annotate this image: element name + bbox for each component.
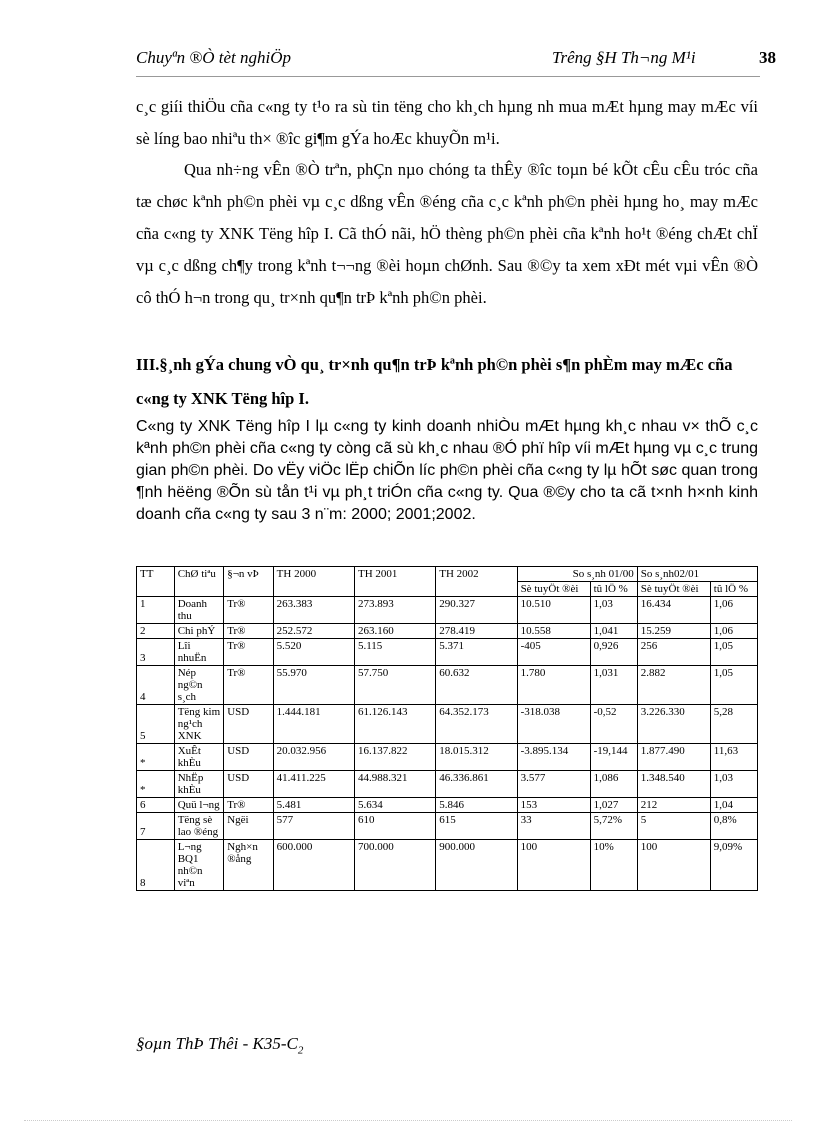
table-row bbox=[137, 624, 758, 639]
table-cell-c: 290.327 bbox=[436, 597, 517, 624]
table-cell-b: 5.634 bbox=[354, 798, 435, 813]
table-cell-b: 610 bbox=[354, 813, 435, 840]
table-cell-e: 1,031 bbox=[590, 666, 637, 705]
table-cell-f: 212 bbox=[637, 798, 710, 813]
table-cell-tt: 7 bbox=[137, 813, 175, 840]
table-cell-a: 577 bbox=[273, 813, 354, 840]
table-cell-a: 20.032.956 bbox=[273, 744, 354, 771]
table-cell-g: 11,63 bbox=[710, 744, 757, 771]
table-cell-a: 263.383 bbox=[273, 597, 354, 624]
table-cell-d: -3.895.134 bbox=[517, 744, 590, 771]
table-cell-e: 5,72% bbox=[590, 813, 637, 840]
table-row bbox=[137, 840, 758, 891]
paragraph-1: c¸c giíi thiÖu cña c«ng ty t¹o ra sù tin tëng cho kh¸ch hµng nh mua mÆt hµng may mÆc víi sè líng bao nhiªu th× ®îc gi¶m gÝa hoÆc khuyÕn m¹i. bbox=[136, 97, 758, 148]
table-cell-a: 252.572 bbox=[273, 624, 354, 639]
table-cell-tt: * bbox=[137, 744, 175, 771]
table-cell-b: 44.988.321 bbox=[354, 771, 435, 798]
table-cell-f: 3.226.330 bbox=[637, 705, 710, 744]
table-header-row bbox=[137, 567, 758, 582]
table-cell-f: 1.877.490 bbox=[637, 744, 710, 771]
table-cell-g: 5,28 bbox=[710, 705, 757, 744]
table-cell-dv: Tr® bbox=[224, 639, 273, 666]
table-row bbox=[137, 597, 758, 624]
table-cell-dv: USD bbox=[224, 744, 273, 771]
table-cell-b: 5.115 bbox=[354, 639, 435, 666]
table-cell-tt: 8 bbox=[137, 840, 175, 891]
header-cell: ChØ tiªu bbox=[174, 567, 223, 597]
table-row bbox=[137, 798, 758, 813]
header-cell: tû lÖ % bbox=[710, 582, 757, 597]
table-cell-f: 16.434 bbox=[637, 597, 710, 624]
header-cell: TH 2001 bbox=[354, 567, 435, 597]
table-row bbox=[137, 666, 758, 705]
table-cell-dv: Tr® bbox=[224, 624, 273, 639]
footer-subscript: 2 bbox=[297, 1044, 304, 1057]
table-cell-g: 1,04 bbox=[710, 798, 757, 813]
header-cell: So s¸nh 01/00 bbox=[517, 567, 637, 582]
table-cell-e: 1,027 bbox=[590, 798, 637, 813]
table-cell-ct: Lîi nhuËn bbox=[174, 639, 223, 666]
table-cell-b: 273.893 bbox=[354, 597, 435, 624]
table-cell-a: 55.970 bbox=[273, 666, 354, 705]
table-cell-e: 0,926 bbox=[590, 639, 637, 666]
table-cell-c: 46.336.861 bbox=[436, 771, 517, 798]
table-cell-dv: Tr® bbox=[224, 798, 273, 813]
table-cell-b: 16.137.822 bbox=[354, 744, 435, 771]
footer-author: §oµn ThÞ Thêi - K35-C bbox=[136, 1034, 298, 1053]
table-cell-d: 10.510 bbox=[517, 597, 590, 624]
table-row bbox=[137, 744, 758, 771]
table-cell-d: -405 bbox=[517, 639, 590, 666]
paragraph-3: C«ng ty XNK Tëng hîp I lµ c«ng ty kinh doanh nhiÒu mÆt hµng kh¸c nhau v× thÕ c¸c kªnh ph©n phèi cña c«ng ty còng cã sù kh¸c nhau ®Ó phï hîp víi mÆt hµng vµ c¸c trung gian ph©n phèi. Do vËy viÖc lËp chiÕn líc ph©n phèi cña c«ng ty lµ hÕt søc quan trong ¶nh hëëng ®Õn sù tån t¹i vµ ph¸t triÓn cña c«ng ty. Qua ®©y cho ta cã t×nh h×nh kinh doanh cña c«ng ty sau 3 n¨m: 2000; 2001;2002. bbox=[136, 418, 758, 523]
table-cell-b: 61.126.143 bbox=[354, 705, 435, 744]
table-cell-g: 9,09% bbox=[710, 840, 757, 891]
table-cell-e: 1,03 bbox=[590, 597, 637, 624]
header-cell: So s¸nh02/01 bbox=[637, 567, 757, 582]
table-cell-d: 153 bbox=[517, 798, 590, 813]
section-heading: III.§¸nh gÝa chung vÒ qu¸ tr×nh qu¶n trÞ kªnh ph©n phèi s¶n phÈm may mÆc cña c«ng ty XNK Tëng hîp I. bbox=[136, 355, 733, 408]
table-cell-tt: 4 bbox=[137, 666, 175, 705]
table-cell-c: 60.632 bbox=[436, 666, 517, 705]
table-row bbox=[137, 705, 758, 744]
table-cell-tt: 5 bbox=[137, 705, 175, 744]
header-cell: §¬n vÞ bbox=[224, 567, 273, 597]
table-cell-dv: USD bbox=[224, 705, 273, 744]
table-cell-tt: 2 bbox=[137, 624, 175, 639]
page-bottom-rule bbox=[24, 1120, 792, 1121]
table-cell-d: 3.577 bbox=[517, 771, 590, 798]
table-cell-c: 615 bbox=[436, 813, 517, 840]
table-cell-f: 2.882 bbox=[637, 666, 710, 705]
table-cell-tt: 3 bbox=[137, 639, 175, 666]
header-cell: Sè tuyÖt ®èi bbox=[637, 582, 710, 597]
table-cell-a: 5.481 bbox=[273, 798, 354, 813]
table-cell-e: 10% bbox=[590, 840, 637, 891]
table-cell-ct: L¬ng BQ1 nh©n viªn bbox=[174, 840, 223, 891]
table-row bbox=[137, 813, 758, 840]
table-cell-ct: Tëng sè lao ®éng bbox=[174, 813, 223, 840]
table-cell-f: 100 bbox=[637, 840, 710, 891]
table-cell-ct: Doanh thu bbox=[174, 597, 223, 624]
table-cell-g: 1,05 bbox=[710, 666, 757, 705]
paragraph-2: Qua nh÷ng vÊn ®Ò trªn, phÇn nµo chóng ta thÊy ®îc toµn bé kÕt cÊu cÊu tróc cña tæ chøc kªnh ph©n phèi vµ c¸c dßng vÊn ®éng cña c¸c kªnh ph©n phèi hµng ho¸ may mÆc cña c«ng ty XNK Tëng hîp I. Cã thÓ nãi, hÖ thèng ph©n phèi cña kªnh ho¹t ®éng chÆt chÏ vµ c¸c dßng ch¶y trong kªnh t¬¬ng ®èi hoµn chØnh. Sau ®©y ta xem xÐt mét vµi vÊn ®Ò cô thÓ h¬n trong qu¸ tr×nh qu¶n trÞ kªnh ph©n phèi. bbox=[136, 160, 758, 307]
header-cell: tû lÖ % bbox=[590, 582, 637, 597]
table-cell-e: -19,144 bbox=[590, 744, 637, 771]
table-cell-tt: * bbox=[137, 771, 175, 798]
table-row bbox=[137, 639, 758, 666]
table-cell-ct: NhËp khÈu bbox=[174, 771, 223, 798]
table-cell-ct: Nép ng©n s¸ch bbox=[174, 666, 223, 705]
header-cell: Sè tuyÖt ®èi bbox=[517, 582, 590, 597]
header-title: Chuyªn ®Ò tèt nghiÖp bbox=[136, 48, 292, 67]
table-cell-c: 64.352.173 bbox=[436, 705, 517, 744]
table-cell-d: 33 bbox=[517, 813, 590, 840]
table-cell-c: 5.846 bbox=[436, 798, 517, 813]
table-cell-e: 1,086 bbox=[590, 771, 637, 798]
table-cell-b: 263.160 bbox=[354, 624, 435, 639]
page-number: 38 bbox=[759, 48, 776, 67]
table-cell-dv: Tr® bbox=[224, 597, 273, 624]
table-cell-dv: Tr® bbox=[224, 666, 273, 705]
table-cell-e: -0,52 bbox=[590, 705, 637, 744]
table-cell-ct: Tëng kim ng¹ch XNK bbox=[174, 705, 223, 744]
table-cell-c: 900.000 bbox=[436, 840, 517, 891]
table-cell-b: 57.750 bbox=[354, 666, 435, 705]
table-cell-g: 1,05 bbox=[710, 639, 757, 666]
table-cell-f: 256 bbox=[637, 639, 710, 666]
table-cell-ct: Chi phÝ bbox=[174, 624, 223, 639]
table-cell-a: 5.520 bbox=[273, 639, 354, 666]
table-cell-g: 1,03 bbox=[710, 771, 757, 798]
page-header bbox=[136, 48, 776, 72]
table-cell-dv: Ngëi bbox=[224, 813, 273, 840]
table-cell-f: 1.348.540 bbox=[637, 771, 710, 798]
table-cell-g: 1,06 bbox=[710, 597, 757, 624]
table-cell-d: 100 bbox=[517, 840, 590, 891]
table-cell-tt: 6 bbox=[137, 798, 175, 813]
business-results-table bbox=[136, 566, 758, 891]
table-cell-dv: USD bbox=[224, 771, 273, 798]
header-divider bbox=[136, 76, 760, 77]
table-cell-f: 15.259 bbox=[637, 624, 710, 639]
header-cell: TH 2002 bbox=[436, 567, 517, 597]
header-cell: TH 2000 bbox=[273, 567, 354, 597]
table-cell-a: 41.411.225 bbox=[273, 771, 354, 798]
table-cell-b: 700.000 bbox=[354, 840, 435, 891]
table-cell-c: 18.015.312 bbox=[436, 744, 517, 771]
page-footer bbox=[136, 1034, 303, 1056]
table-cell-g: 0,8% bbox=[710, 813, 757, 840]
table-cell-e: 1,041 bbox=[590, 624, 637, 639]
table-cell-g: 1,06 bbox=[710, 624, 757, 639]
table-cell-a: 600.000 bbox=[273, 840, 354, 891]
table-cell-d: 1.780 bbox=[517, 666, 590, 705]
header-cell: TT bbox=[137, 567, 175, 597]
header-school: Trêng §H Th¬ng M¹i bbox=[552, 48, 696, 67]
table-cell-d: 10.558 bbox=[517, 624, 590, 639]
table-cell-ct: Quü l¬ng bbox=[174, 798, 223, 813]
table-row bbox=[137, 771, 758, 798]
table-cell-c: 5.371 bbox=[436, 639, 517, 666]
table-cell-tt: 1 bbox=[137, 597, 175, 624]
table-cell-d: -318.038 bbox=[517, 705, 590, 744]
table-cell-c: 278.419 bbox=[436, 624, 517, 639]
table-cell-a: 1.444.181 bbox=[273, 705, 354, 744]
table-cell-f: 5 bbox=[637, 813, 710, 840]
table-cell-ct: XuÊt khÈu bbox=[174, 744, 223, 771]
table-cell-dv: Ngh×n ®ång bbox=[224, 840, 273, 891]
